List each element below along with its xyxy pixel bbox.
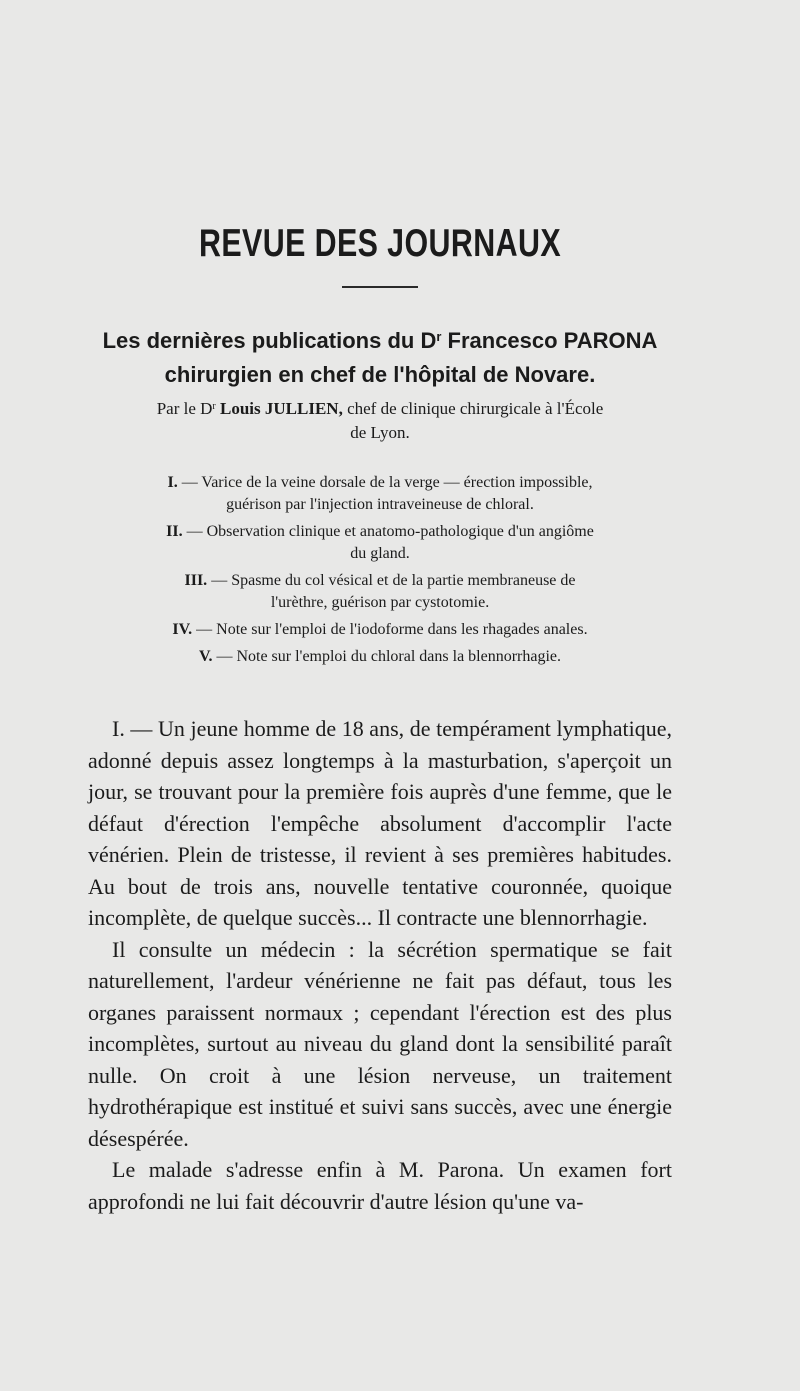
author-prefix: Par le D — [156, 399, 213, 418]
body-paragraph: Il consulte un médecin : la sécrétion spermatique se fait naturellement, l'ardeur vénérienne ne fait pas défaut, tous les organes paraissent normaux ; cependant l'érection est des plus incomplètes, surtout au niveau du gland dont la sensibilité paraît nulle. On croit à une lésion nerveuse, un traitement hydrothérapique est institué et suivi sans succès, avec une énergie désespérée. — [88, 936, 672, 1151]
toc-item-text-continued: guérison par l'injection intraveineuse de chloral. — [226, 496, 534, 513]
toc-item — [88, 570, 672, 614]
toc-item-number: IV. — [172, 621, 193, 638]
title-divider — [342, 286, 418, 288]
toc-item-text: — Varice de la veine dorsale de la verge — érection impossible, — [177, 474, 593, 491]
toc-item-number: III. — [184, 572, 208, 589]
article-body — [88, 713, 672, 1217]
author-affiliation-line2: de Lyon. — [350, 423, 410, 442]
toc-item-number: II. — [166, 523, 183, 540]
heading-line1-pre: Les dernières publications du D — [102, 328, 437, 353]
body-paragraph: Le malade s'adresse enfin à M. Parona. Un examen fort approfondi ne lui fait découvrir d'autre lésion qu'une va- — [88, 1157, 672, 1214]
toc-item — [88, 619, 672, 641]
toc-item — [88, 521, 672, 565]
toc-item-text: — Note sur l'emploi de l'iodoforme dans les rhagades anales. — [192, 621, 588, 638]
author-sup: r — [212, 401, 216, 412]
heading-line1-post: Francesco PARONA — [441, 328, 658, 353]
toc-item-number: V. — [198, 648, 213, 665]
heading-line2: chirurgien en chef de l'hôpital de Novare. — [164, 362, 596, 387]
heading-line1 — [103, 328, 658, 353]
toc-item — [88, 472, 672, 516]
toc-item-text: — Note sur l'emploi du chloral dans la blennorrhagie. — [212, 648, 562, 665]
toc-item-text-continued: l'urèthre, guérison par cystotomie. — [270, 594, 490, 611]
heading-line1-sup: r — [436, 329, 442, 344]
author-name: Louis JULLIEN, — [215, 399, 343, 418]
article-heading — [88, 320, 672, 392]
toc-item-number: I. — [167, 474, 178, 491]
author-line — [88, 395, 672, 445]
author-affiliation: chef de clinique chirurgicale à l'École — [342, 399, 604, 418]
table-of-contents — [88, 472, 672, 673]
body-paragraph: I. — Un jeune homme de 18 ans, de tempérament lymphatique, adonné depuis assez longtemps à la masturbation, s'aperçoit un jour, se trouvant pour la première fois auprès d'une femme, que le défaut d'érection l'empêche absolument d'accomplir l'acte vénérien. Plein de tristesse, il revient à ses premières habitudes. Au bout de trois ans, nouvelle tentative couronnée, quoique incomplète, de quelque succès... Il contracte une blennorrhagie. — [88, 716, 672, 930]
toc-item-text: — Observation clinique et anatomo-pathologique d'un angiôme — [182, 523, 594, 540]
toc-item-text: — Spasme du col vésical et de la partie membraneuse de — [207, 572, 576, 589]
toc-item-text-continued: du gland. — [350, 545, 410, 562]
toc-item — [88, 646, 672, 668]
running-title: REVUE DES JOURNAUX — [199, 222, 561, 265]
